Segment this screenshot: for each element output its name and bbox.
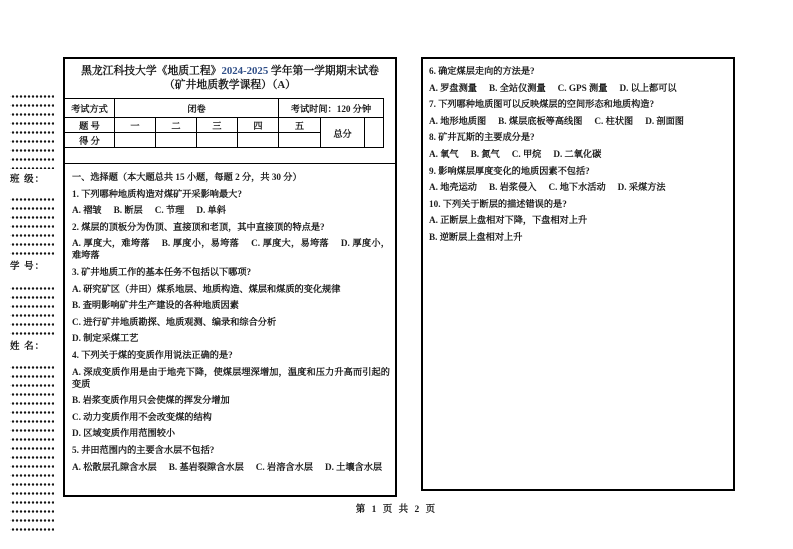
name-label: 姓 名： xyxy=(10,341,46,352)
dotted-line-block xyxy=(10,193,54,255)
question xyxy=(72,188,390,217)
option: B. 全站仪测量 xyxy=(488,82,546,93)
option: A. 深成变质作用是由于地壳下降，使煤层埋深增加，温度和压力升高而引起的变质 xyxy=(72,366,390,389)
question-stem: 5. 井田范围内的主要含水层不包括? xyxy=(72,444,215,455)
option: B. 逆断层上盘相对上升 xyxy=(429,231,523,242)
question xyxy=(72,221,390,262)
question-no-label: 题 号 xyxy=(65,118,115,133)
class-label: 班 级： xyxy=(10,174,46,185)
option: B. 查明影响矿井生产建设的各种地质因素 xyxy=(72,300,239,311)
question-stem: 2. 煤层的顶板分为伪顶、直接顶和老顶，其中直接顶的特点是? xyxy=(72,221,325,232)
option: A. 地壳运动 xyxy=(429,182,477,193)
option: A. 正断层上盘相对下降，下盘相对上升 xyxy=(429,215,588,226)
exam-info-table xyxy=(64,98,384,148)
option: B. 断层 xyxy=(113,205,143,216)
question xyxy=(72,444,390,473)
question-number-cell: 二 xyxy=(156,118,197,133)
option: B. 厚度小，易垮落 xyxy=(161,238,240,249)
option: A. 厚度大，难垮落 xyxy=(72,238,150,249)
right-column xyxy=(421,57,735,491)
exam-mode-value: 闭卷 xyxy=(115,99,279,118)
option: A. 研究矿区（井田）煤系地层、地质构造、煤层和煤质的变化规律 xyxy=(72,283,341,294)
option: A. 松散层孔隙含水层 xyxy=(72,461,157,472)
question-options xyxy=(429,181,728,193)
question xyxy=(429,165,728,194)
question xyxy=(429,131,728,160)
option: D. 采煤方法 xyxy=(617,182,666,193)
paper-title-prefix: 黑龙江科技大学《地质工程》 xyxy=(81,65,222,77)
option: A. 地形地质图 xyxy=(429,115,487,126)
question-options xyxy=(429,148,728,160)
left-column xyxy=(63,57,397,497)
paper-title-suffix: 学年第一学期期末试卷（矿井地质教学课程）（A） xyxy=(164,65,379,91)
question xyxy=(429,65,728,94)
score-blank-cell xyxy=(238,133,279,148)
option: C. 厚度大，易垮落 xyxy=(251,238,329,249)
question-stem: 6. 确定煤层走向的方法是? xyxy=(429,66,535,76)
option: D. 土壤含水层 xyxy=(324,461,383,472)
option: C. 节理 xyxy=(154,205,185,216)
dotted-line-block xyxy=(10,282,54,335)
question xyxy=(72,266,390,344)
option: B. 岩浆侵入 xyxy=(488,182,537,193)
option: D. 厚度小，难垮落 xyxy=(72,238,390,261)
question-stem: 7. 下列哪种地质图可以反映煤层的空间形态和地质构造? xyxy=(429,99,655,110)
option: C. 柱状图 xyxy=(594,115,634,126)
exam-time-label: 考试时间：120 分钟 xyxy=(279,99,384,118)
option: A. 罗盘测量 xyxy=(429,82,477,93)
question-stem: 8. 矿井瓦斯的主要成分是? xyxy=(429,132,535,143)
question-options xyxy=(429,115,728,127)
question-stem: 10. 下列关于断层的描述错误的是? xyxy=(429,198,567,209)
option: C. GPS 测量 xyxy=(557,82,608,93)
total-score-blank-cell xyxy=(365,118,384,148)
option: A. 氧气 xyxy=(429,148,459,159)
questions-right xyxy=(429,65,728,243)
questions-left xyxy=(65,164,395,473)
score-blank-cell xyxy=(156,133,197,148)
question-stem: 4. 下列关于煤的变质作用说法正确的是? xyxy=(72,349,233,360)
option: D. 单斜 xyxy=(196,205,226,216)
student-id-label: 学 号： xyxy=(10,261,46,272)
option: C. 地下水活动 xyxy=(548,182,606,193)
question-options xyxy=(72,204,390,216)
question-options xyxy=(72,461,390,473)
option: C. 甲烷 xyxy=(511,148,542,159)
option: B. 煤层底板等高线图 xyxy=(498,115,583,126)
option: D. 制定采煤工艺 xyxy=(72,333,139,344)
paper-title xyxy=(65,59,395,92)
option: D. 剖面图 xyxy=(645,115,684,126)
binding-margin xyxy=(10,0,56,549)
question-options xyxy=(72,237,390,261)
option: C. 进行矿井地质勘探、地质观测、编录和综合分析 xyxy=(72,316,277,327)
question-stem: 9. 影响煤层厚度变化的地质因素不包括? xyxy=(429,165,590,176)
question-options xyxy=(429,82,728,94)
option: B. 氮气 xyxy=(470,148,500,159)
question-number-cell: 三 xyxy=(197,118,238,133)
option: A. 褶皱 xyxy=(72,205,102,216)
exam-mode-label: 考试方式 xyxy=(65,99,115,118)
question-number-cell: 一 xyxy=(115,118,156,133)
score-label: 得 分 xyxy=(65,133,115,148)
option: C. 岩溶含水层 xyxy=(255,461,313,472)
question-stem: 3. 矿井地质工作的基本任务不包括以下哪项? xyxy=(72,266,252,277)
dotted-line-block xyxy=(10,90,54,169)
question xyxy=(72,349,390,439)
option: D. 以上都可以 xyxy=(619,82,677,93)
question-number-cell: 四 xyxy=(238,118,279,133)
option: B. 岩浆变质作用只会使煤的挥发分增加 xyxy=(72,395,230,406)
question-number-cell: 五 xyxy=(279,118,321,133)
score-blank-cell xyxy=(115,133,156,148)
score-blank-cell xyxy=(279,133,321,148)
paper-title-year: 2024-2025 xyxy=(221,65,269,77)
option: B. 基岩裂隙含水层 xyxy=(168,461,244,472)
option: D. 二氧化碳 xyxy=(553,148,602,159)
question xyxy=(429,98,728,127)
option: D. 区域变质作用范围较小 xyxy=(72,428,176,439)
option: C. 动力变质作用不会改变煤的结构 xyxy=(72,411,212,422)
section-heading: 一、选择题（本大题总共 15 小题，每题 2 分，共 30 分） xyxy=(72,172,302,182)
total-score-label: 总分 xyxy=(321,118,365,148)
question xyxy=(429,198,728,243)
question-stem: 1. 下列哪种地质构造对煤矿开采影响最大? xyxy=(72,188,242,199)
page-number: 第 1 页 共 2 页 xyxy=(355,505,438,515)
score-blank-cell xyxy=(197,133,238,148)
